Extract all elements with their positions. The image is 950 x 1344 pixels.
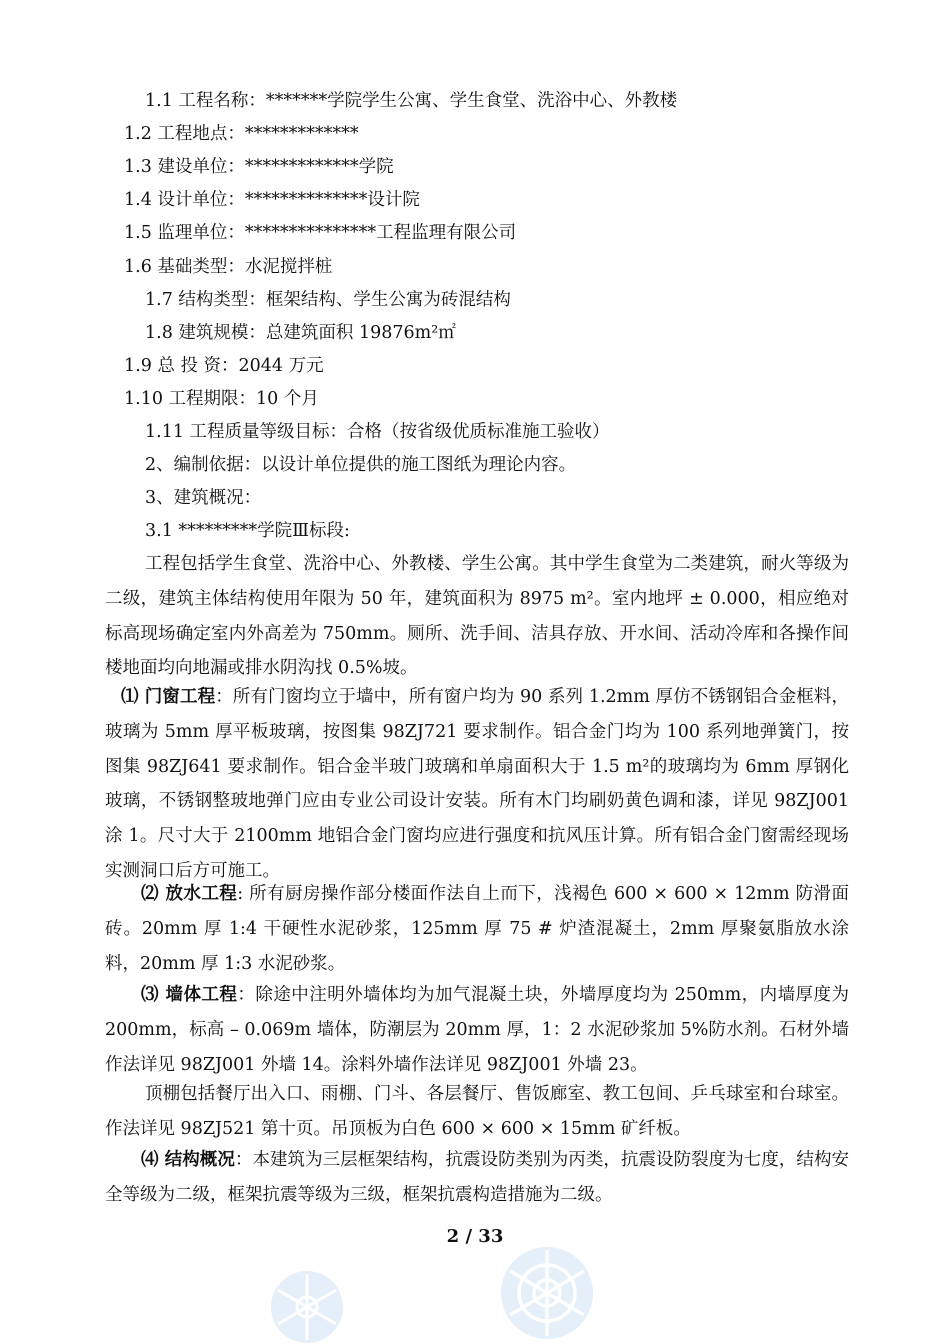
- doors-windows-paragraph: [105, 680, 849, 889]
- snowflake-watermark-icon: [492, 1238, 602, 1344]
- structure-text: ：本建筑为三层框架结构，抗震设防类别为丙类，抗震设防裂度为七度，结构安全等级为二级，框架抗震等级为三级，框架抗震构造措施为二级。: [105, 1150, 850, 1205]
- item-supervisor: 1.5 监理单位：***************工程监理有限公司: [124, 223, 517, 243]
- walls-heading: ⑶ 墙体工程: [141, 985, 238, 1005]
- ceiling-paragraph: 顶棚包括餐厅出入口、雨棚、门斗、各层餐厅、售饭廊室、教工包间、乒乓球室和台球室。作法详见 98ZJ521 第十页。吊顶板为白色 600 × 600 × 15mm 矿纤板。: [105, 1084, 849, 1139]
- item-quality-target: 1.11 工程质量等级目标：合格（按省级优质标准施工验收）: [145, 422, 610, 442]
- item-project-location: 1.2 工程地点：*************: [124, 124, 359, 144]
- snowflake-watermark-icon: [262, 1262, 352, 1344]
- subsection-heading: 3.1 *********学院Ⅲ标段:: [145, 521, 350, 541]
- item-owner: 1.3 建设单位：*************学院: [124, 157, 394, 177]
- page-number: 2 / 33: [446, 1226, 504, 1247]
- item-structure-type: 1.7 结构类型：框架结构、学生公寓为砖混结构: [145, 290, 511, 310]
- item-building-scale: 1.8 建筑规模：总建筑面积 19876m²㎡: [145, 323, 456, 343]
- waterproof-text: : 所有厨房操作部分楼面作法自上而下，浅褐色 600 × 600 × 12mm 防滑面砖。20mm 厚 1:4 干硬性水泥砂浆，125mm 厚 75 # 炉渣混凝土，2mm 厚聚氨脂放水涂料，20mm 厚 1:3 水泥砂浆。: [105, 884, 850, 974]
- waterproof-heading: ⑵ 放水工程: [141, 884, 238, 904]
- item-foundation-type: 1.6 基础类型：水泥搅拌桩: [124, 257, 333, 277]
- item-investment: 1.9 总 投 资：2044 万元: [124, 356, 324, 376]
- doors-windows-heading: ⑴ 门窗工程: [121, 687, 216, 707]
- walls-text: ：除途中注明外墙体均为加气混凝土块，外墙厚度均为 250mm，内墙厚度为 200mm，标高 – 0.069m 墙体，防潮层为 20mm 厚，1：2 水泥砂浆加 5%防水剂。石材外墙作法详见 98ZJ001 外墙 14。涂料外墙作法详见 98ZJ001 外墙 23。: [105, 985, 849, 1075]
- item-duration: 1.10 工程期限：10 个月: [124, 389, 319, 409]
- section-overview-heading: 3、建筑概况：: [145, 488, 262, 508]
- item-designer: 1.4 设计单位：**************设计院: [124, 190, 420, 210]
- section-basis: 2、编制依据：以设计单位提供的施工图纸为理论内容。: [145, 455, 577, 475]
- walls-paragraph: [105, 978, 849, 1082]
- structure-heading: ⑷ 结构概况: [141, 1150, 235, 1170]
- structure-paragraph: [105, 1143, 849, 1213]
- doors-windows-text: ：所有门窗均立于墙中，所有窗户均为 90 系列 1.2mm 厚仿不锈钢铝合金框料，玻璃为 5mm 厚平板玻璃，按图集 98ZJ721 要求制作。铝合金门均为 100 系列地弹簧门，按图集 98ZJ641 要求制作。铝合金半玻门玻璃和单扇面积大于 1.5 m²的玻璃均为 6mm 厚钢化玻璃，不锈钢整玻地弹门应由专业公司设计安装。所有木门均刷奶黄色调和漆，详见 98ZJ001 涂 1。尺寸大于 2100mm 地铝合金门窗均应进行强度和抗风压计算。所有铝合金门窗需经现场实测洞口后方可施工。: [105, 687, 849, 881]
- overview-paragraph: 工程包括学生食堂、洗浴中心、外教楼、学生公寓。其中学生食堂为二类建筑，耐火等级为二级，建筑主体结构使用年限为 50 年，建筑面积为 8975 m²。室内地坪 ± 0.000，相应绝对标高现场确定室内外高差为 750mm。厕所、洗手间、洁具存放、开水间、活动冷库和各操作间楼地面均向地漏或排水阴沟找 0.5%坡。: [105, 554, 849, 679]
- waterproof-paragraph: [105, 877, 849, 981]
- item-project-name: 1.1 工程名称：*******学院学生公寓、学生食堂、洗浴中心、外教楼: [145, 91, 678, 111]
